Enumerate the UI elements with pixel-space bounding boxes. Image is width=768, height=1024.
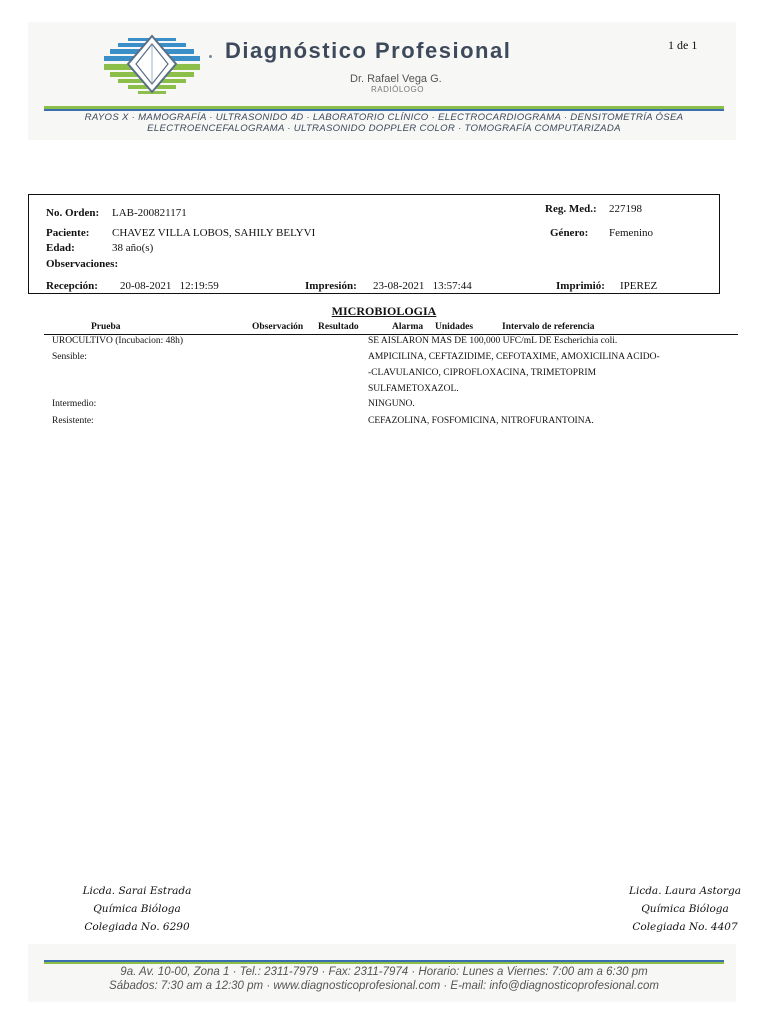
printed-by-label: Imprimió: — [556, 280, 605, 292]
reception-label: Recepción: — [46, 280, 98, 292]
patient-name: CHAVEZ VILLA LOBOS, SAHILY BELYVI — [112, 227, 316, 239]
signature-left-name: Licda. Sarai Estrada — [82, 885, 192, 897]
column-reference: Intervalo de referencia — [502, 322, 595, 332]
gender-label: Género: — [550, 227, 589, 239]
footer-address: 9a. Av. 10-00, Zona 1 · Tel.: 2311-7979 · Fax: 2311-7974 · Horario: Lunes a Viernes: 7:00 am a 6:30 pm — [120, 966, 648, 978]
gender-value: Femenino — [609, 227, 653, 239]
brand-name: Diagnóstico Profesional — [225, 38, 512, 63]
signature-right-name: Licda. Laura Astorga — [629, 885, 741, 897]
row-label-resistente: Resistente: — [52, 416, 94, 426]
print-date-label: Impresión: — [305, 280, 357, 292]
signature-left-license: Colegiada No. 6290 — [84, 921, 190, 933]
section-title: MICROBIOLOGIA — [331, 304, 437, 318]
signature-left — [62, 882, 212, 936]
page-number: 1 de 1 — [668, 38, 698, 52]
column-units: Unidades — [435, 322, 474, 332]
printed-by-value: IPEREZ — [620, 280, 658, 292]
doctor-title: RADIÓLOGO — [371, 85, 424, 94]
signature-right — [610, 882, 760, 936]
row-label-urocultivo: UROCULTIVO (Incubacion: 48h) — [52, 336, 184, 346]
row-label-sensible: Sensible: — [52, 352, 87, 362]
row-value-sensible-2: -CLAVULANICO, CIPROFLOXACINA, TRIMETOPRIM — [368, 368, 597, 378]
order-label: No. Orden: — [46, 207, 100, 219]
column-header-rule — [44, 334, 738, 335]
row-value-resistente: CEFAZOLINA, FOSFOMICINA, NITROFURANTOINA. — [368, 416, 594, 426]
services-line-2: ELECTROENCEFALOGRAMA · ULTRASONIDO DOPPLER COLOR · TOMOGRAFÍA COMPUTARIZADA — [147, 123, 621, 134]
services-line-1: RAYOS X · MAMOGRAFÍA · ULTRASONIDO 4D · LABORATORIO CLÍNICO · ELECTROCARDIOGRAMA · DENSITOMETRÍA ÓSEA — [84, 112, 684, 123]
row-value-intermedio: NINGUNO. — [368, 399, 415, 409]
column-test: Prueba — [91, 322, 121, 332]
column-observation: Observación — [252, 322, 304, 332]
row-value-sensible-3: SULFAMETOXAZOL. — [368, 384, 459, 394]
column-result: Resultado — [318, 322, 359, 332]
signature-right-license: Colegiada No. 4407 — [632, 921, 738, 933]
reg-med-label: Reg. Med.: — [545, 203, 597, 215]
age-label: Edad: — [46, 242, 75, 254]
reception-value: 20-08-2021 12:19:59 — [120, 280, 219, 292]
row-label-intermedio: Intermedio: — [52, 399, 97, 409]
signature-right-title: Química Bióloga — [641, 903, 729, 915]
order-value: LAB-200821171 — [112, 207, 187, 219]
column-alarm: Alarma — [392, 322, 424, 332]
print-date-value: 23-08-2021 13:57:44 — [373, 280, 472, 292]
footer-rule-green — [44, 962, 724, 964]
patient-label: Paciente: — [46, 227, 90, 239]
logo-icon — [104, 34, 200, 96]
header-rule-blue — [44, 109, 724, 111]
brand-dot — [209, 55, 212, 58]
footer-contact: Sábados: 7:30 am a 12:30 pm · www.diagnosticoprofesional.com · E-mail: info@diagnosticoprofesional.com — [109, 980, 659, 992]
observations-label: Observaciones: — [46, 258, 119, 270]
row-value-urocultivo: SE AISLARON MAS DE 100,000 UFC/mL DE Escherichia coli. — [368, 336, 618, 346]
signature-left-title: Química Bióloga — [93, 903, 181, 915]
doctor-name: Dr. Rafael Vega G. — [350, 73, 442, 85]
age-value: 38 año(s) — [112, 242, 154, 254]
row-value-sensible-1: AMPICILINA, CEFTAZIDIME, CEFOTAXIME, AMOXICILINA ACIDO- — [368, 352, 660, 362]
reg-med-value: 227198 — [609, 203, 642, 215]
